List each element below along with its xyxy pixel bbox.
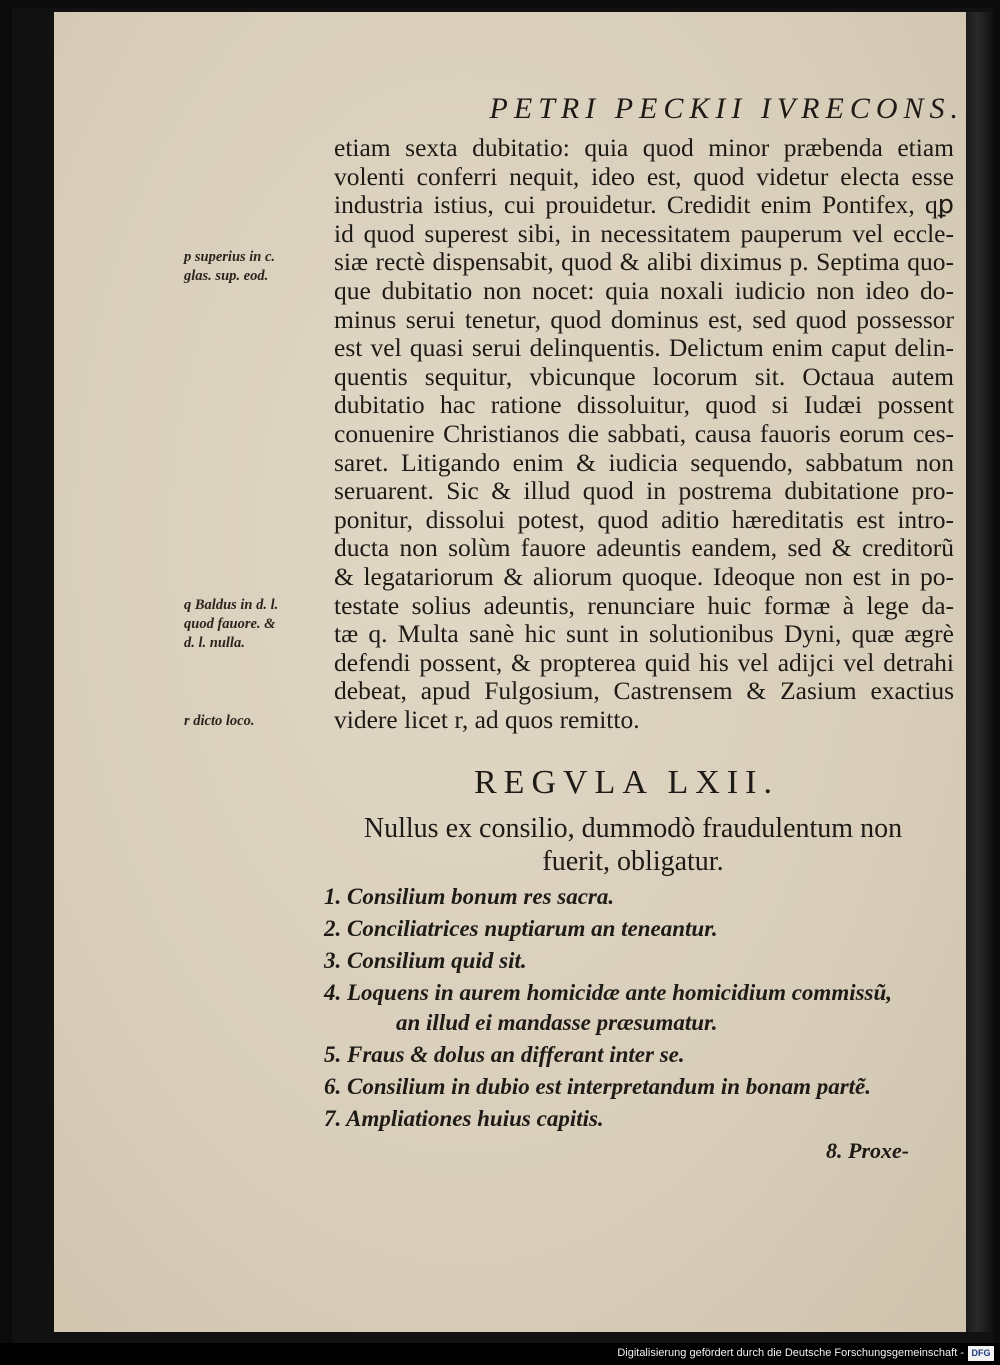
margin-note-line: glas. sup. eod. [184, 268, 269, 284]
text-line: est vel quasi serui delinquentis. Delictum enim caput delin- [334, 333, 954, 363]
dfg-logo-icon: DFG [968, 1346, 994, 1361]
text-line: que dubitatio non nocet: quia noxali iudicio non ideo do- [334, 275, 954, 305]
text-line: defendi possent, & propterea quid his vel adijci vel detrahi [334, 647, 954, 677]
margin-note-line: d. l. nulla. [184, 635, 245, 651]
text-line: siæ rectè dispensabit, quod & alibi diximus p. Septima quo- [334, 247, 954, 277]
catchword: 8. Proxe- [826, 1138, 910, 1163]
summary-item: 2. Conciliatrices nuptiarum an teneantur. [324, 916, 718, 941]
text-line: saret. Litigando enim & iudicia sequendo, sabbatum non [334, 447, 954, 477]
body-text [334, 134, 954, 734]
margin-note-line: r dicto loco. [184, 713, 255, 729]
rule-statement: Nullus ex consilio, dummodò fraudulentum non fuerit, obligatur. [363, 813, 903, 877]
summary-item: 4. Loquens in aurem homicidæ ante homicidium commissũ, [324, 980, 893, 1005]
margin-note-r [184, 712, 254, 731]
book-page [54, 12, 966, 1332]
gutter-shadow [966, 12, 994, 1332]
running-head: PETRI PECKII IVRECONS. [489, 92, 964, 125]
text-line: quentis sequitur, vbicunque locorum sit. Octaua autem [334, 361, 954, 391]
text-line: videre licet r, ad quos remitto. [334, 704, 640, 734]
text-line: ponitur, dissolui potest, quod aditio hæreditatis est intro- [334, 504, 954, 534]
text-line: volenti conferri nequit, ideo est, quod videtur electa esse [334, 161, 954, 191]
margin-note-line: quod fauore. & [184, 616, 276, 632]
text-line: tæ q. Multa sanè hic sunt in solutionibus Dyni, quæ ægrè [334, 619, 954, 649]
text-line: etiam sexta dubitatio: quia quod minor præbenda etiam [334, 133, 954, 162]
summary-item: 1. Consilium bonum res sacra. [324, 884, 615, 909]
summary-item: 5. Fraus & dolus an differant inter se. [324, 1042, 685, 1067]
text-line: id quod superest sibi, in necessitatem pauperum vel eccle- [334, 218, 954, 248]
margin-note-p [184, 248, 275, 286]
summary-item: 3. Consilium quid sit. [324, 948, 527, 973]
text-line: dubitatio hac ratione dissoluitur, quod si Iudæi possent [334, 390, 954, 420]
footer-credit: Digitalisierung gefördert durch die Deutsche Forschungsgemeinschaft - [617, 1347, 964, 1359]
text-line: conuenire Christianos die sabbati, causa fauoris eorum ces- [334, 418, 954, 448]
footer-bar [0, 1343, 1000, 1365]
summary-item-continuation: an illud ei mandasse præsumatur. [396, 1010, 718, 1035]
text-line: ducta non solùm fauore adeuntis eandem, sed & creditorũ [334, 533, 954, 563]
text-line: & legatariorum & aliorum quoque. Ideoque non est in po- [334, 561, 954, 591]
text-line: testate solius adeuntis, renunciare huic formæ à lege da- [334, 590, 954, 620]
text-line: debeat, apud Fulgosium, Castrensem & Zasium exactius [334, 676, 954, 706]
rule-heading: REGVLA LXII. [474, 764, 779, 801]
summary-item: 6. Consilium in dubio est interpretandum in bonam partẽ. [324, 1074, 872, 1099]
summary-item: 7. Ampliationes huius capitis. [324, 1106, 604, 1131]
text-line: industria istius, cui prouidetur. Credidit enim Pontifex, qꝑ [334, 190, 954, 220]
text-line: minus serui tenetur, quod dominus est, sed quod possessor [334, 304, 954, 334]
margin-note-q [184, 596, 278, 653]
text-line: seruarent. Sic & illud quod in postrema dubitatione pro- [334, 476, 954, 506]
margin-note-line: p superius in c. [184, 249, 276, 265]
margin-note-line: q Baldus in d. l. [184, 597, 279, 613]
